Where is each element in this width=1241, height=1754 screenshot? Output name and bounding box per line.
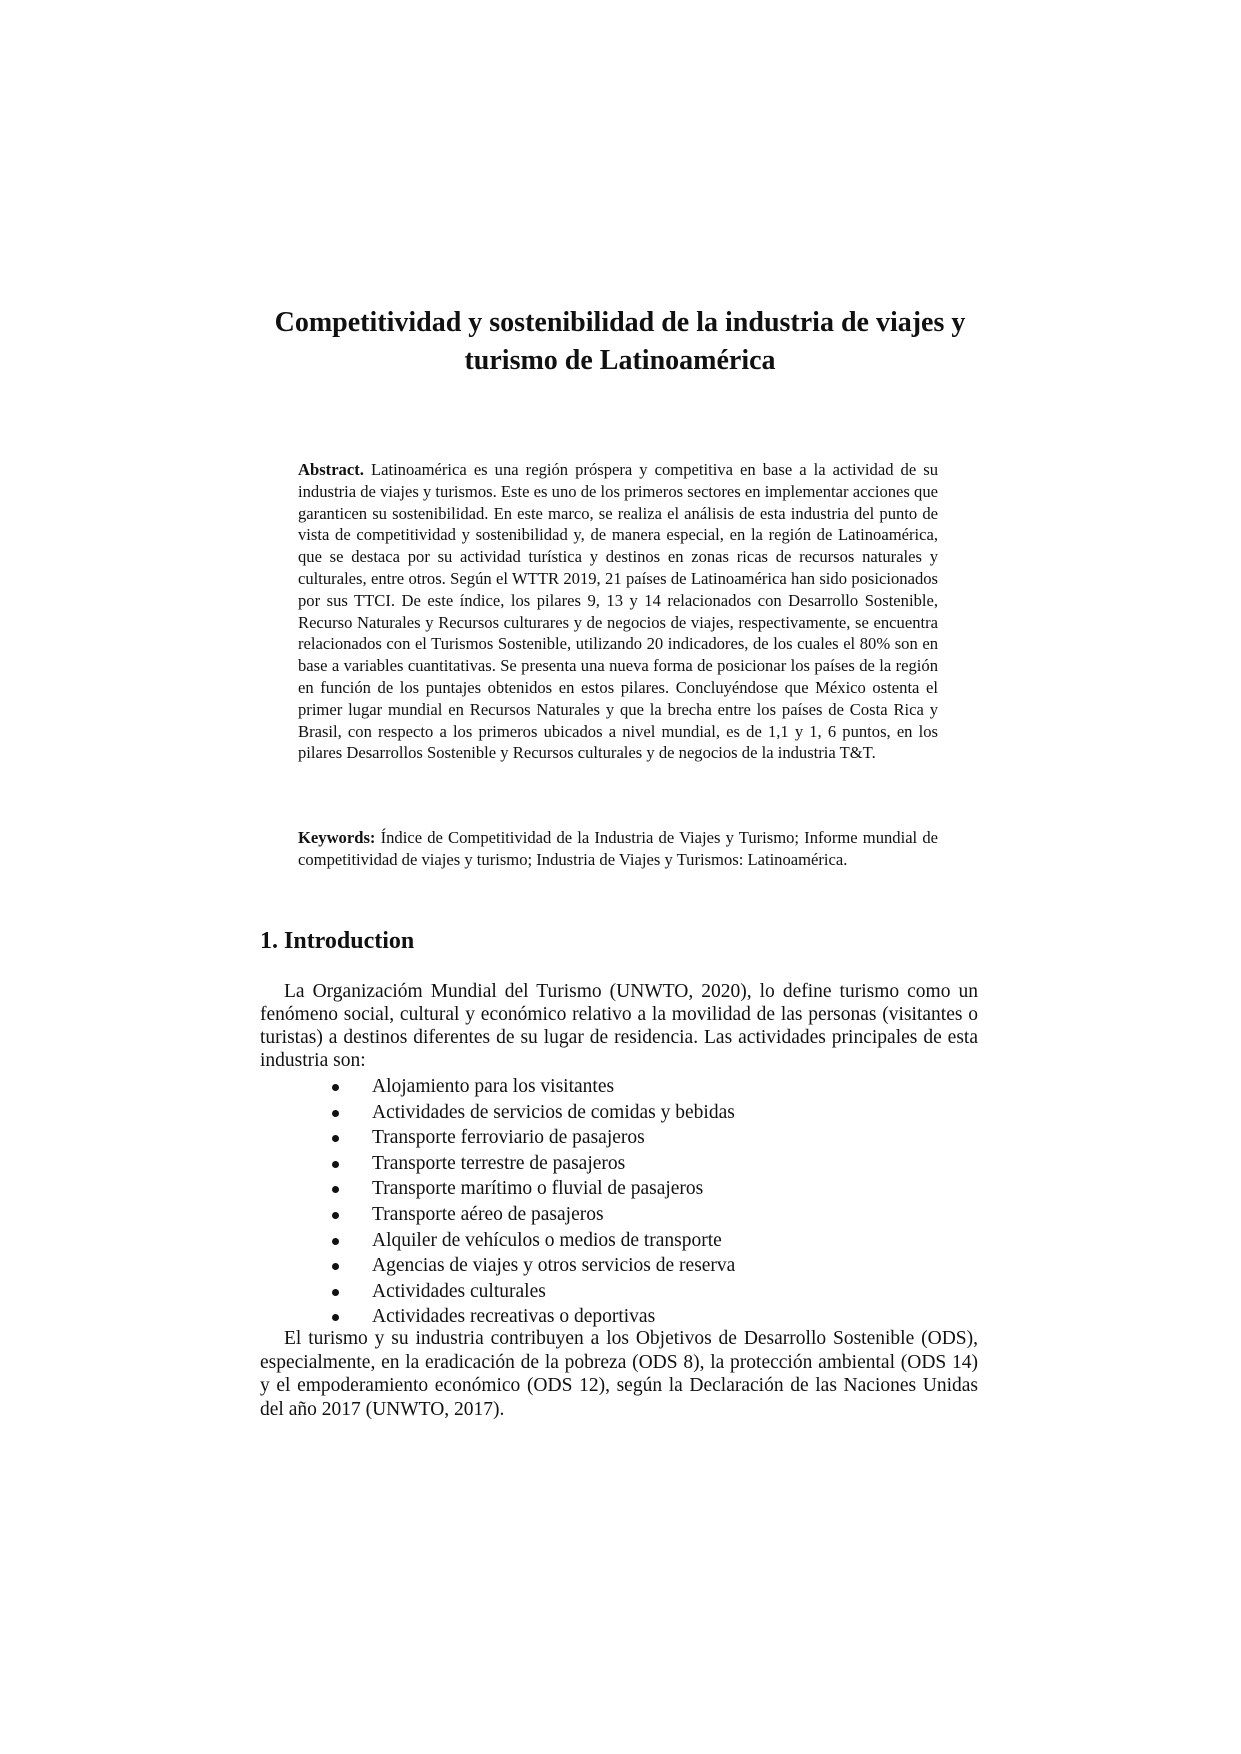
- bullet-icon: [332, 1135, 339, 1142]
- list-item-text: Actividades culturales: [372, 1280, 546, 1302]
- keywords-label: Keywords:: [298, 828, 376, 847]
- bullet-icon: [332, 1289, 339, 1296]
- list-item: [332, 1279, 972, 1305]
- list-item: [332, 1151, 972, 1177]
- bullet-icon: [332, 1161, 339, 1168]
- list-item: [332, 1253, 972, 1279]
- bullet-icon: [332, 1238, 339, 1245]
- abstract-label: Abstract.: [298, 460, 364, 479]
- abstract-text: Latinoamérica es una región próspera y competitiva en base a la actividad de su industria de viajes y turismos. Este es uno de los primeros sectores en implementar acciones que garanticen su sostenibilidad. En este marco, se realiza el análisis de esta industria del punto de vista de competitividad y sostenibilidad y, de manera especial, en la región de Latinoamérica, que se destaca por su actividad turística y destinos en zonas ricas de recursos naturales y culturales, entre otros. Según el WTTR 2019, 21 países de Latinoamérica han sido posicionados por sus TTCI. De este índice, los pilares 9, 13 y 14 relacionados con Desarrollo Sostenible, Recurso Naturales y Recursos culturares y de negocios de viajes, respectivamente, se encuentra relacionados con el Turismos Sostenible, utilizando 20 indicadores, de los cuales el 80% son en base a variables cuantitativas. Se presenta una nueva forma de posicionar los países de la región en función de los puntajes obtenidos en estos pilares. Concluyéndose que México ostenta el primer lugar mundial en Recursos Naturales y que la brecha entre los países de Costa Rica y Brasil, con respecto a los primeros ubicados a nivel mundial, es de 1,1 y 1, 6 puntos, en los pilares Desarrollos Sostenible y Recursos culturales y de negocios de la industria T&T.: [298, 460, 938, 763]
- list-item: [332, 1176, 972, 1202]
- activities-list: [332, 1074, 972, 1330]
- intro-paragraph: La Organizacióm Mundial del Turismo (UNWTO, 2020), lo define turismo como un fenómeno social, cultural y económico relativo a la movilidad de las personas (visitantes o turistas) a destinos diferentes de su lugar de residencia. Las actividades principales de esta industria son:: [260, 981, 978, 1071]
- bullet-icon: [332, 1212, 339, 1219]
- list-item: [332, 1100, 972, 1126]
- list-item-text: Actividades de servicios de comidas y bebidas: [372, 1101, 735, 1123]
- bullet-icon: [332, 1084, 339, 1091]
- list-item-text: Transporte terrestre de pasajeros: [372, 1152, 626, 1174]
- list-item-text: Actividades recreativas o deportivas: [372, 1306, 656, 1328]
- bullet-icon: [332, 1186, 339, 1193]
- list-item-text: Agencias de viajes y otros servicios de reserva: [372, 1255, 736, 1277]
- list-item: [332, 1074, 972, 1100]
- list-item-text: Transporte marítimo o fluvial de pasajeros: [372, 1178, 704, 1200]
- bullet-icon: [332, 1263, 339, 1270]
- abstract-paragraph: [298, 459, 938, 764]
- closing-paragraph: El turismo y su industria contribuyen a los Objetivos de Desarrollo Sostenible (ODS), especialmente, en la eradicación de la pobreza (ODS 8), la protección ambiental (ODS 14) y el empoderamiento económico (ODS 12), según la Declaración de las Naciones Unidas del año 2017 (UNWTO, 2017).: [260, 1328, 978, 1420]
- list-item-text: Transporte ferroviario de pasajeros: [372, 1127, 645, 1149]
- bullet-icon: [332, 1314, 339, 1321]
- list-item-text: Alquiler de vehículos o medios de transporte: [372, 1229, 722, 1251]
- list-item: [332, 1125, 972, 1151]
- list-item: [332, 1202, 972, 1228]
- list-item: [332, 1228, 972, 1254]
- bullet-icon: [332, 1110, 339, 1117]
- paper-title: Competitividad y sostenibilidad de la industria de viajes y turismo de Latinoamérica: [274, 307, 966, 376]
- list-item-text: Transporte aéreo de pasajeros: [372, 1203, 604, 1225]
- keywords-paragraph: [298, 827, 938, 871]
- list-item-text: Alojamiento para los visitantes: [372, 1076, 615, 1097]
- section-heading: 1. Introduction: [260, 928, 415, 954]
- keywords-text: Índice de Competitividad de la Industria de Viajes y Turismo; Informe mundial de competitividad de viajes y turismo; Industria de Viajes y Turismos: Latinoamérica.: [298, 828, 938, 869]
